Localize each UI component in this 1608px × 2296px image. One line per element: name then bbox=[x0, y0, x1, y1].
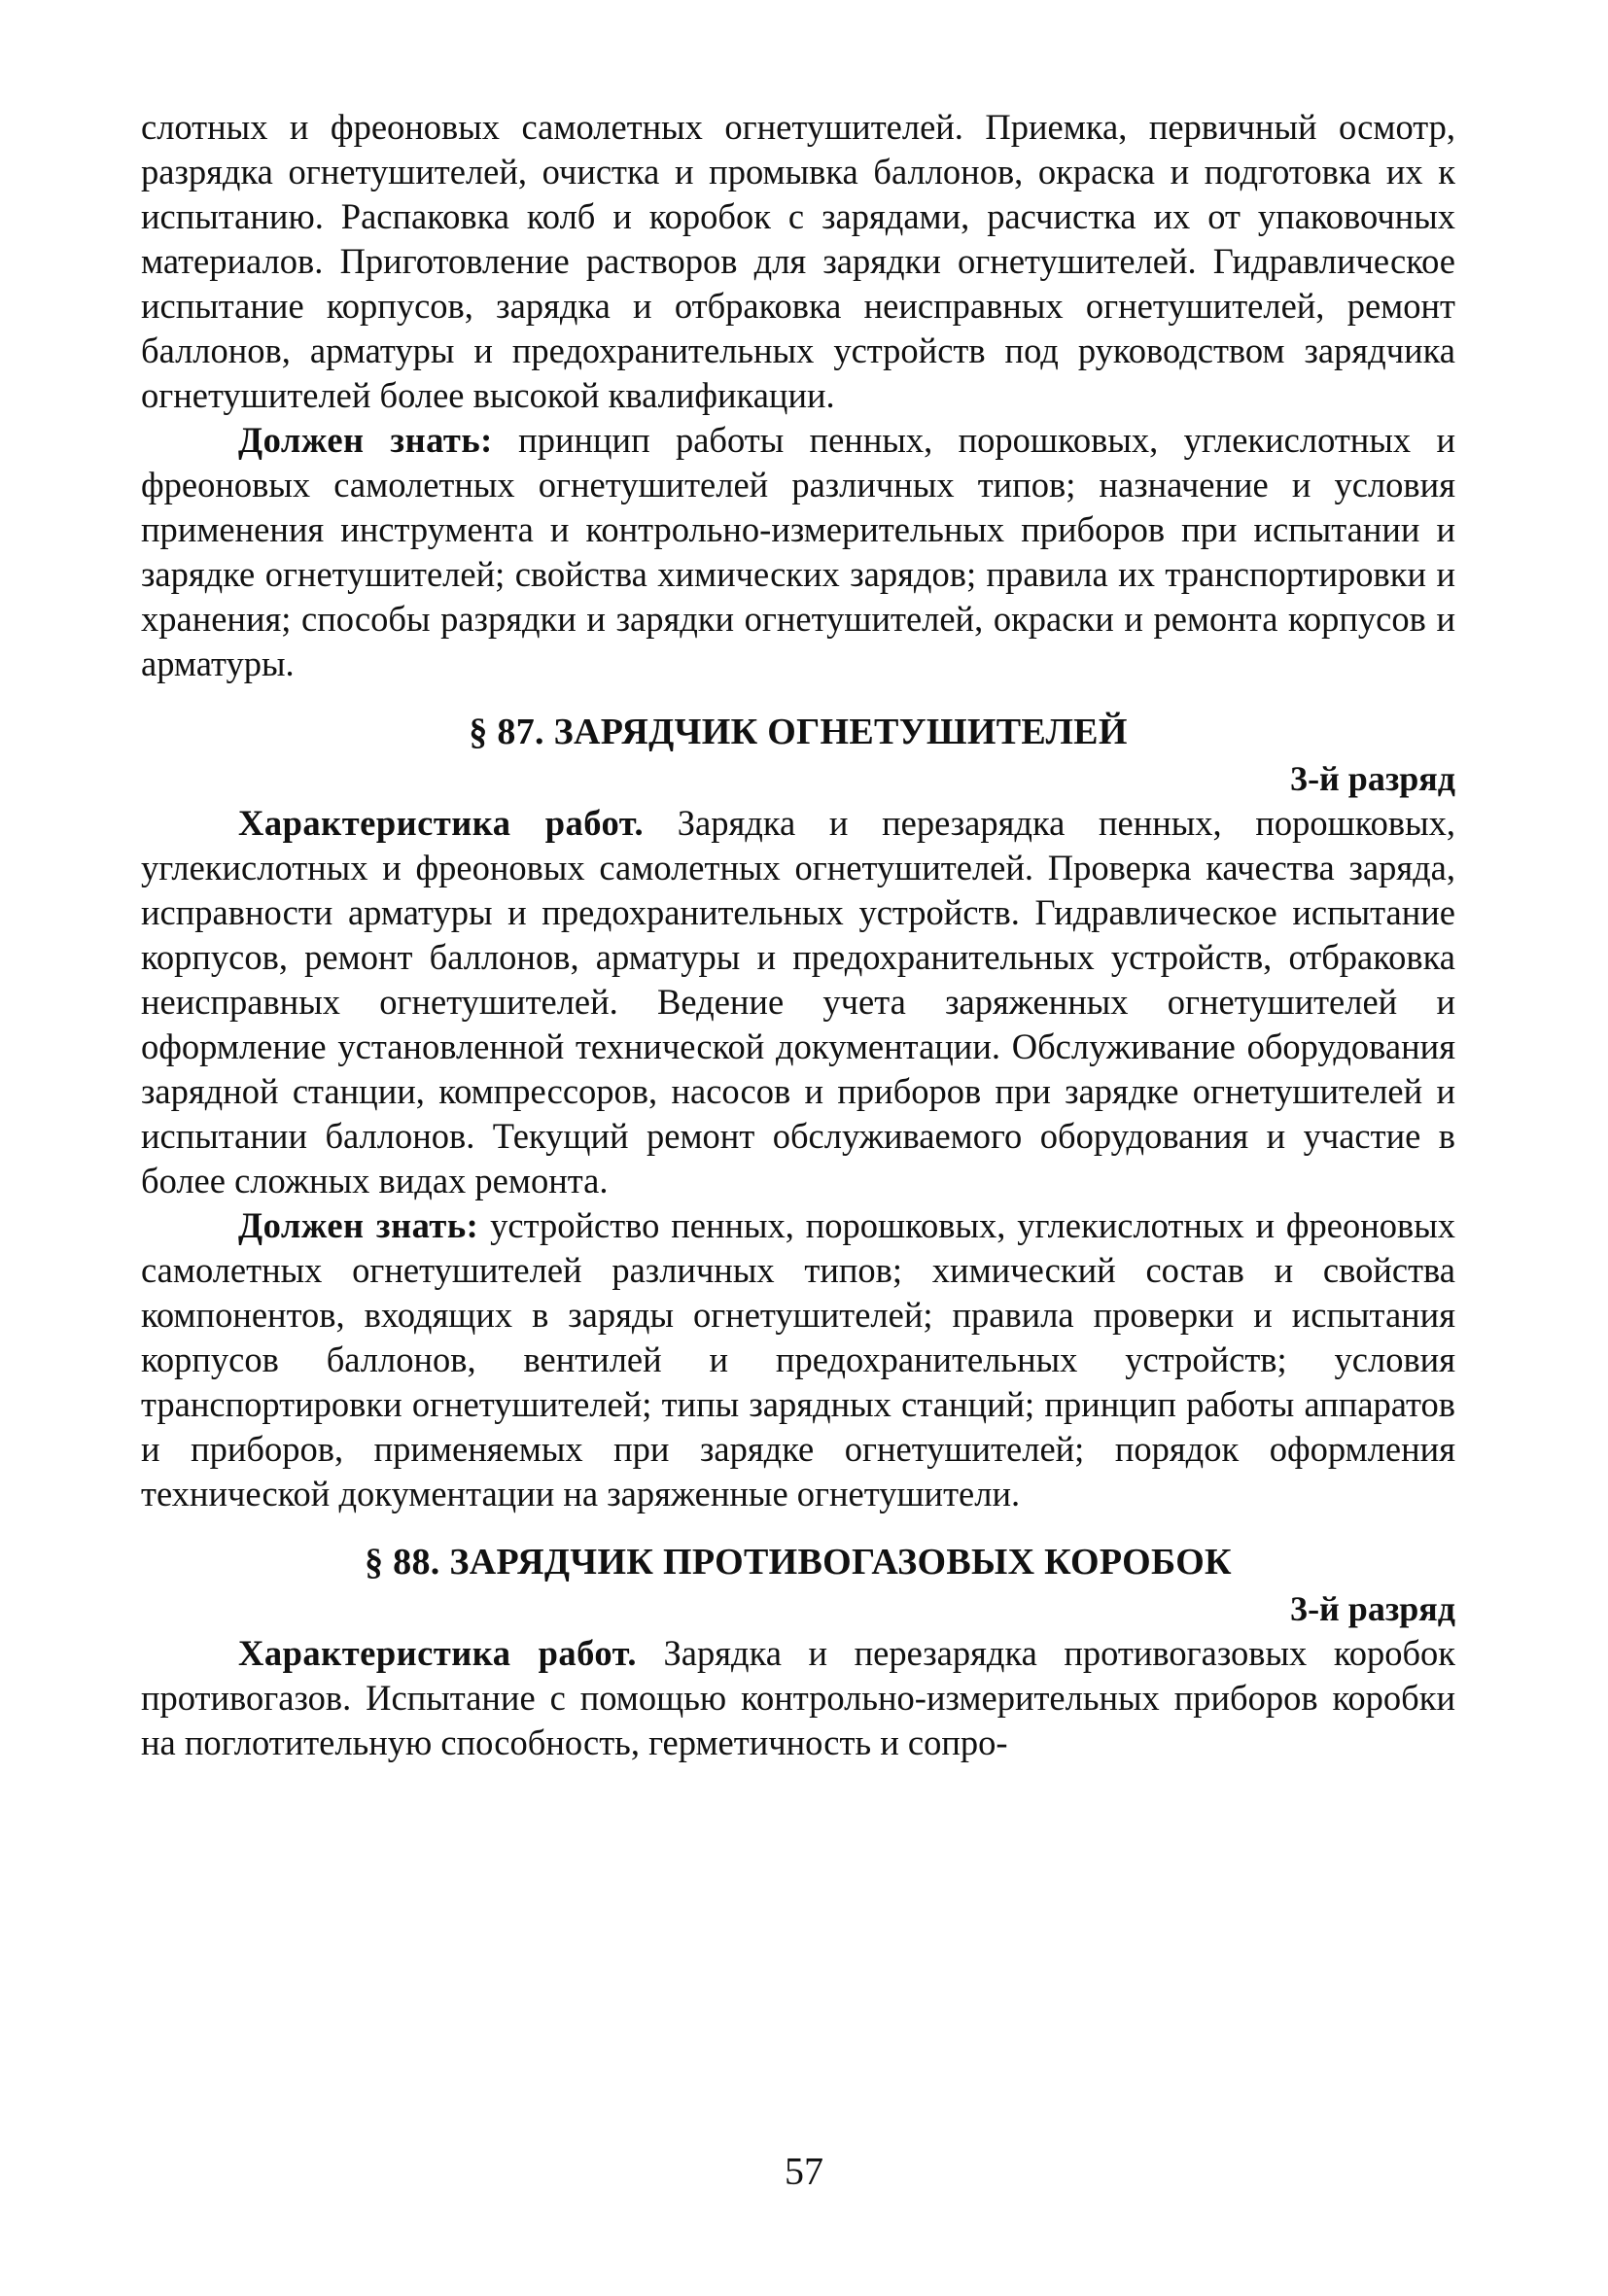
work-label: Характеристика работ. bbox=[238, 803, 645, 843]
section-88-heading: § 88. ЗАРЯДЧИК ПРОТИВОГАЗОВЫХ КОРОБОК bbox=[365, 1542, 1232, 1583]
section-87-grade: 3-й разряд bbox=[1290, 759, 1455, 798]
work-label: Характеристика работ. bbox=[238, 1633, 637, 1673]
section-87-work-paragraph bbox=[141, 801, 1455, 1203]
work-text: Зарядка и перезарядка противогазовых коробок противогазов. Испытание с помощью контрольно-измерительных приборов коробки на поглотительную способность, герметичность и сопро- bbox=[141, 1633, 1456, 1762]
intro-knowledge-paragraph bbox=[141, 418, 1455, 686]
page-content bbox=[141, 105, 1455, 1765]
intro-text: слотных и фреоновых самолетных огнетушителей. Приемка, первичный осмотр, разрядка огнетушителей, очистка и промывка баллонов, окраска и подготовка их к испытанию. Распаковка колб и коробок с зарядами, расчистка их от упаковочных материалов. Приготовление растворов для зарядки огнетушителей. Гидравлическое испытание корпусов, зарядка и отбраковка неисправных огнетушителей, ремонт баллонов, арматуры и предохранительных устройств под руководством зарядчика огнетушителей более высокой квалификации. bbox=[141, 107, 1455, 415]
knowledge-text: устройство пенных, порошковых, углекислотных и фреоновых самолетных огнетушителей различных типов; химический состав и свойства компонентов, входящих в заряды огнетушителей; правила проверки и испытания корпусов баллонов, вентилей и предохранительных устройств; условия транспортировки огнетушителей; типы зарядных станций; принцип работы аппаратов и приборов, применяемых при зарядке огнетушителей; порядок оформления технической документации на заряженные огнетушители. bbox=[141, 1205, 1456, 1513]
section-88-work-paragraph bbox=[141, 1631, 1455, 1765]
section-87-knowledge-paragraph bbox=[141, 1203, 1455, 1516]
work-text: Зарядка и перезарядка пенных, порошковых, углекислотных и фреоновых самолетных огнетушителей. Проверка качества заряда, исправности арматуры и предохранительных устройств. Гидравлическое испытание корпусов, ремонт баллонов, арматуры и предохранительных устройств, отбраковка неисправных огнетушителей. Ведение учета заряженных огнетушителей и оформление установленной технической документации. Обслуживание оборудования зарядной станции, компрессоров, насосов и приборов при зарядке огнетушителей и испытании баллонов. Текущий ремонт обслуживаемого оборудования и участие в более сложных видах ремонта. bbox=[141, 803, 1455, 1200]
knowledge-text: принцип работы пенных, порошковых, углекислотных и фреоновых самолетных огнетушителей различных типов; назначение и условия применения инструмента и контрольно-измерительных приборов при испытании и зарядке огнетушителей; свойства химических зарядов; правила их транспортировки и хранения; способы разрядки и зарядки огнетушителей, окраски и ремонта корпусов и арматуры. bbox=[141, 420, 1455, 683]
knowledge-label: Должен знать: bbox=[238, 1205, 479, 1245]
section-87-heading: § 87. ЗАРЯДЧИК ОГНЕТУШИТЕЛЕЙ bbox=[469, 712, 1128, 752]
knowledge-label: Должен знать: bbox=[238, 420, 493, 460]
intro-paragraph bbox=[141, 105, 1455, 418]
section-88-grade: 3-й разряд bbox=[1290, 1589, 1455, 1628]
page-number: 57 bbox=[785, 2149, 823, 2193]
